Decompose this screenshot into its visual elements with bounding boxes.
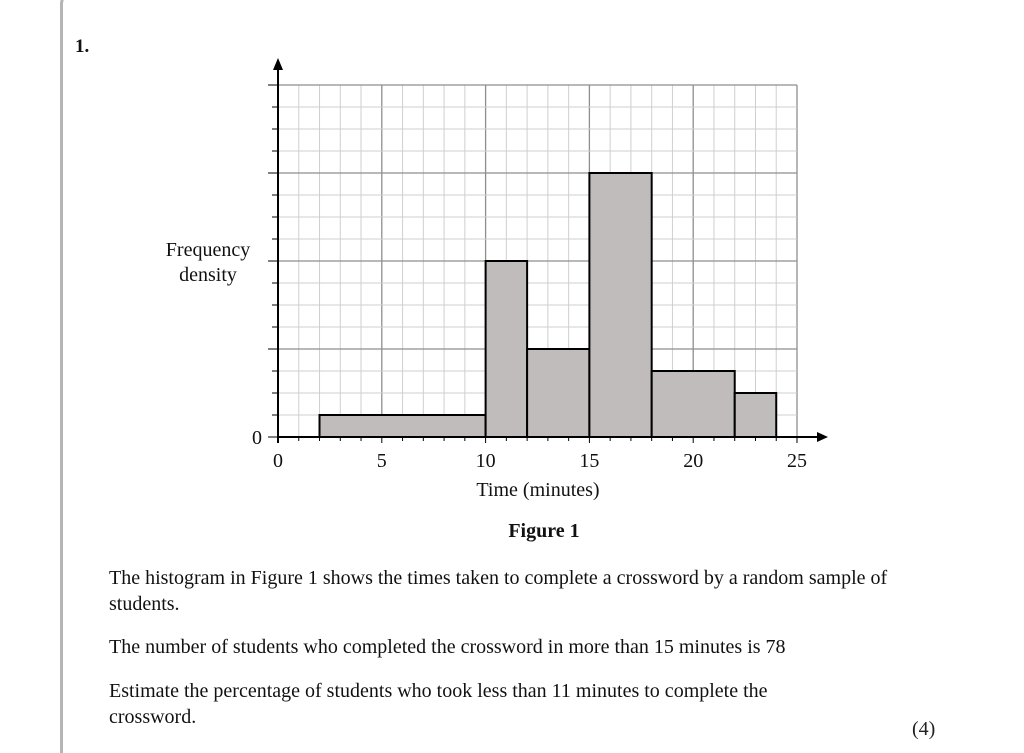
- marks-allocation: (4): [912, 718, 936, 740]
- histogram-bar-1: [320, 415, 486, 437]
- y-tick-label: 0: [252, 427, 262, 449]
- histogram-bar-6: [735, 393, 777, 437]
- histogram-bar-4: [589, 173, 651, 437]
- histogram-bar-5: [652, 371, 735, 437]
- histogram-bar-2: [486, 261, 528, 437]
- x-tick-label: 25: [787, 450, 807, 472]
- y-axis-arrow-icon: [273, 58, 283, 70]
- question-paragraph-3: Estimate the percentage of students who took less than 11 minutes to complete the crossword.: [109, 680, 768, 728]
- histogram-bar-3: [527, 349, 589, 437]
- y-axis-label: Frequency density: [165, 239, 251, 286]
- x-tick-label: 5: [376, 450, 387, 472]
- x-axis-arrow-icon: [817, 432, 828, 442]
- x-axis-label: Time (minutes): [476, 479, 600, 501]
- question-paragraph-1: The histogram in Figure 1 shows the times taken to complete a crossword by a random sample of students.: [109, 567, 888, 615]
- x-tick-label: 0: [273, 450, 283, 472]
- x-tick-label: 20: [683, 450, 704, 472]
- question-number: 1.: [75, 36, 90, 57]
- x-tick-label: 15: [579, 450, 600, 472]
- figure-caption: Figure 1: [508, 520, 580, 542]
- x-tick-label: 10: [475, 450, 496, 472]
- question-paragraph-2: The number of students who completed the crossword in more than 15 minutes is 78: [109, 636, 786, 658]
